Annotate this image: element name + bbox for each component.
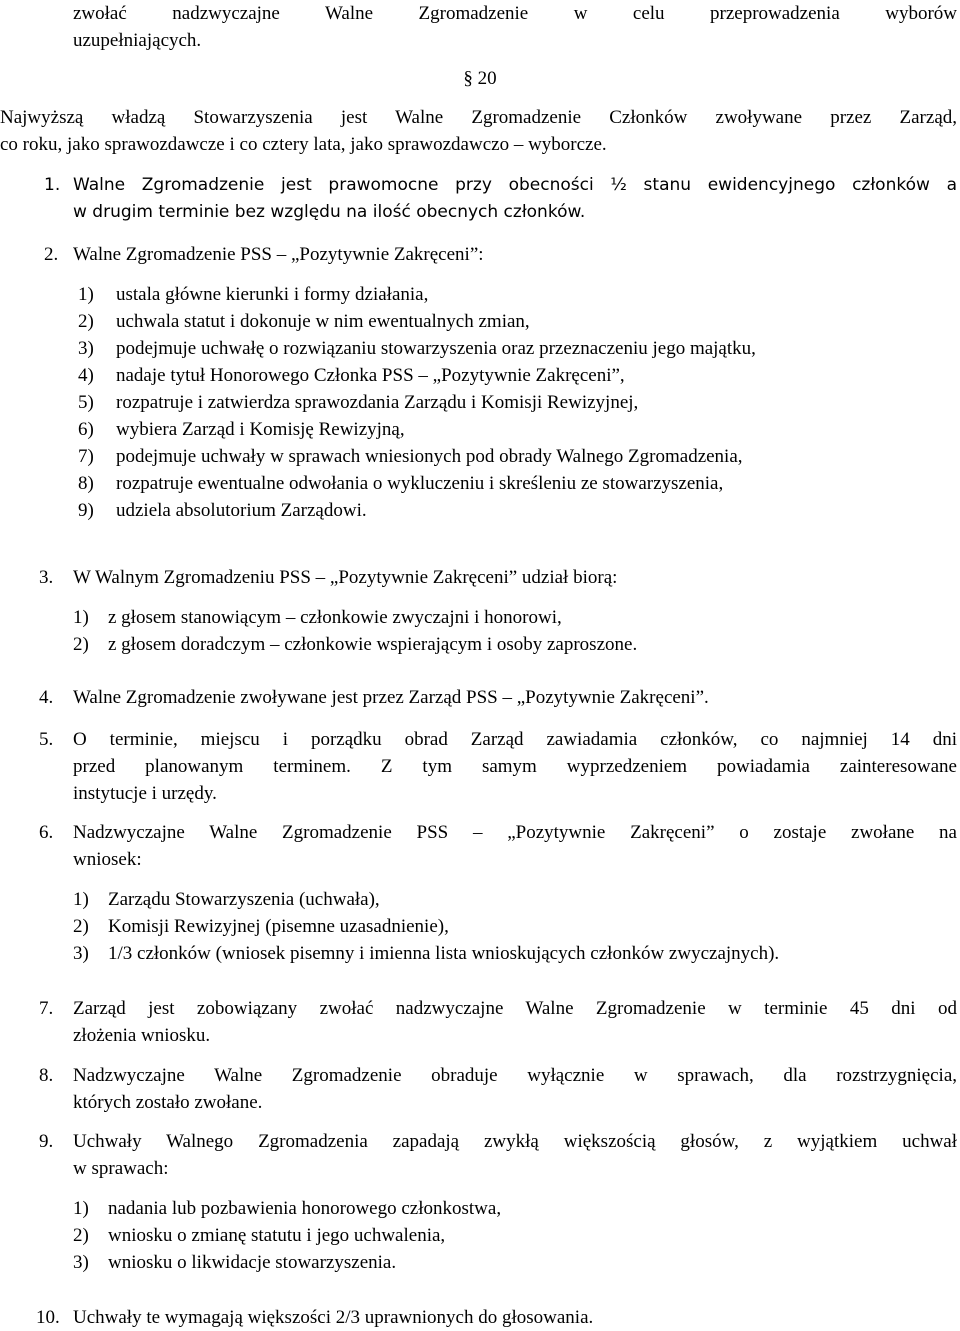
sublist-item: Komisji Rewizyjnej (pisemne uzasadnienie), [108,916,449,937]
point-text: przed planowanym terminem. Z tym samym wyprzedzeniem powiadamia zainteresowane [73,756,957,777]
sublist-number: 1) [78,284,94,305]
point-text: Uchwały Walnego Zgromadzenia zapadają zwykłą większością głosów, z wyjątkiem uchwał [73,1131,957,1152]
sublist-item: podejmuje uchwałę o rozwiązaniu stowarzyszenia oraz przeznaczeniu jego majątku, [116,338,756,359]
sublist-number: 3) [78,338,94,359]
point-number: 3. [39,567,54,588]
point-text: Walne Zgromadzenie zwoływane jest przez Zarząd PSS – „Pozytywnie Zakręceni”. [73,687,709,708]
point-number: 4. [39,687,54,708]
sublist-number: 3) [73,1252,89,1273]
sublist-number: 3) [73,943,89,964]
sublist-number: 7) [78,446,94,467]
sublist-item: Zarządu Stowarzyszenia (uchwała), [108,889,380,910]
point-text: Uchwały te wymagają większości 2/3 uprawnionych do głosowania. [73,1307,594,1328]
point-number: 1. [44,175,61,195]
section-heading: § 20 [463,68,497,89]
sublist-number: 8) [78,473,94,494]
sublist-item: nadania lub pozbawienia honorowego członkostwa, [108,1198,502,1219]
sublist-item: wniosku o likwidacje stowarzyszenia. [108,1252,397,1273]
sublist-number: 2) [73,1225,89,1246]
point-text: W Walnym Zgromadzeniu PSS – „Pozytywnie Zakręceni” udział biorą: [73,567,618,588]
point-text: Walne Zgromadzenie jest prawomocne przy obecności ½ stanu ewidencyjnego członków a [73,175,957,195]
point-number: 8. [39,1065,54,1086]
sublist-number: 1) [73,889,89,910]
section-intro-line: co roku, jako sprawozdawcze i co cztery lata, jako sprawozdawczo – wyborcze. [0,134,607,155]
paragraph-continuation-line: zwołać nadzwyczajne Walne Zgromadzenie w celu przeprowadzenia wyborów [73,3,957,24]
sublist-item: wniosku o zmianę statutu i jego uchwalenia, [108,1225,446,1246]
sublist-item: rozpatruje ewentualne odwołania o wykluczeniu i skreśleniu ze stowarzyszenia, [116,473,724,494]
sublist-number: 2) [73,916,89,937]
point-text: Walne Zgromadzenie PSS – „Pozytywnie Zakręceni”: [73,244,484,265]
sublist-number: 1) [73,1198,89,1219]
point-text: Zarząd jest zobowiązany zwołać nadzwyczajne Walne Zgromadzenie w terminie 45 dni od [73,998,957,1019]
section-intro-line: Najwyższą władzą Stowarzyszenia jest Walne Zgromadzenie Członków zwoływane przez Zarząd, [0,107,957,128]
point-text: Nadzwyczajne Walne Zgromadzenie obraduje wyłącznie w sprawach, dla rozstrzygnięcia, [73,1065,957,1086]
sublist-item: nadaje tytuł Honorowego Członka PSS – „Pozytywnie Zakręceni”, [116,365,625,386]
sublist-item: uchwala statut i dokonuje w nim ewentualnych zmian, [116,311,530,332]
point-text: złożenia wniosku. [73,1025,211,1046]
point-text: instytucje i urzędy. [73,783,217,804]
point-text: w sprawach: [73,1158,169,1179]
sublist-number: 5) [78,392,94,413]
sublist-item: z głosem doradczym – członkowie wspierającym i osoby zaproszone. [108,634,638,655]
sublist-item: 1/3 członków (wniosek pisemny i imienna lista wnioskujących członków zwyczajnych). [108,943,780,964]
sublist-number: 4) [78,365,94,386]
sublist-item: rozpatruje i zatwierdza sprawozdania Zarządu i Komisji Rewizyjnej, [116,392,639,413]
sublist-number: 1) [73,607,89,628]
point-number: 6. [39,822,54,843]
sublist-item: ustala główne kierunki i formy działania, [116,284,429,305]
sublist-number: 2) [78,311,94,332]
paragraph-continuation-line: uzupełniających. [73,30,202,51]
point-number: 10. [36,1307,60,1328]
sublist-item: udziela absolutorium Zarządowi. [116,500,367,521]
point-text: Nadzwyczajne Walne Zgromadzenie PSS – „Pozytywnie Zakręceni” o zostaje zwołane na [73,822,957,843]
point-number: 7. [39,998,54,1019]
sublist-number: 6) [78,419,94,440]
sublist-item: podejmuje uchwały w sprawach wniesionych pod obrady Walnego Zgromadzenia, [116,446,743,467]
point-text: których zostało zwołane. [73,1092,263,1113]
sublist-number: 9) [78,500,94,521]
point-number: 9. [39,1131,54,1152]
sublist-item: z głosem stanowiącym – członkowie zwyczajni i honorowi, [108,607,562,628]
point-number: 5. [39,729,54,750]
point-text: wniosek: [73,849,142,870]
point-text: w drugim terminie bez względu na ilość obecnych członków. [73,202,586,222]
point-number: 2. [44,244,59,265]
point-text: O terminie, miejscu i porządku obrad Zarząd zawiadamia członków, co najmniej 14 dni [73,729,957,750]
sublist-number: 2) [73,634,89,655]
sublist-item: wybiera Zarząd i Komisję Rewizyjną, [116,419,405,440]
